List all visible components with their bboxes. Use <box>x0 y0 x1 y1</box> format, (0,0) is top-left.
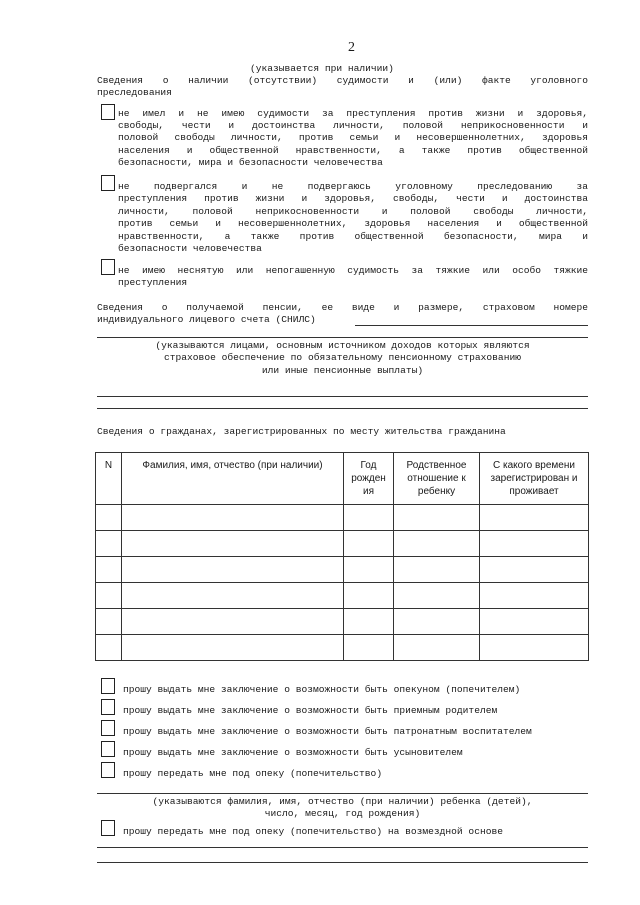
table-cell[interactable] <box>344 557 394 583</box>
criminal-heading-line: преследования <box>97 87 172 99</box>
table-cell[interactable] <box>344 505 394 531</box>
table-cell[interactable] <box>344 609 394 635</box>
pension-note-line: страховое обеспечение по обязательному пенсионному страхованию <box>164 352 521 364</box>
option-line: половой свободы личности, против семьи и несовершеннолетних, здоровья <box>118 132 588 144</box>
table-cell[interactable] <box>480 609 589 635</box>
table-cell[interactable] <box>96 583 122 609</box>
table-cell[interactable] <box>96 505 122 531</box>
table-row <box>96 505 589 531</box>
col-header-number <box>96 453 122 505</box>
checkbox-no-prosecution[interactable] <box>101 175 115 191</box>
pension-note-line: или иные пенсионные выплаты) <box>261 364 424 376</box>
criminal-heading-line: Сведения о наличии (отсутствии) судимости и (или) факте уголовного <box>97 75 588 86</box>
checkbox-no-serious-record[interactable] <box>101 259 115 275</box>
request-guardian-conclusion: прошу выдать мне заключение о возможности быть опекуном (попечителем) <box>123 684 521 695</box>
pension-heading <box>97 302 588 327</box>
criminal-heading <box>97 75 588 100</box>
col-header-line: зарегистрирован и <box>490 473 578 484</box>
request-paid-guardianship: прошу передать мне под опеку (попечительство) на возмездной основе <box>123 826 503 837</box>
option-line: безопасности человечества <box>118 243 262 255</box>
table-cell[interactable] <box>122 609 344 635</box>
request-foster-conclusion: прошу выдать мне заключение о возможности быть приемным родителем <box>123 705 498 716</box>
pension-heading-line: индивидуального лицевого счета (СНИЛС) <box>97 314 316 326</box>
option-line: безопасности, мира и безопасности человечества <box>118 157 383 169</box>
col-header-line: N <box>104 460 113 471</box>
col-header-line: Родственное <box>406 460 467 471</box>
col-header-line: проживает <box>509 486 559 497</box>
col-header-line: ребенку <box>417 486 456 497</box>
col-header-line: Год <box>360 460 377 471</box>
table-cell[interactable] <box>394 635 480 661</box>
option-line: не имел и не имею судимости за преступления против жизни и здоровья, <box>118 108 588 119</box>
checkbox-adopter-conclusion[interactable] <box>101 741 115 757</box>
table-cell[interactable] <box>344 583 394 609</box>
pension-note <box>97 340 588 377</box>
option-line: нравственности, а также против общественной безопасности, мира и <box>118 230 588 242</box>
pension-line-2[interactable] <box>97 396 588 397</box>
table-cell[interactable] <box>122 505 344 531</box>
table-row <box>96 583 589 609</box>
table-cell[interactable] <box>122 583 344 609</box>
checkbox-paid-guardianship[interactable] <box>101 820 115 836</box>
request-patronage-conclusion: прошу выдать мне заключение о возможности быть патронатным воспитателем <box>123 726 532 737</box>
col-header-birth-year <box>344 453 394 505</box>
table-cell[interactable] <box>122 531 344 557</box>
request-adopter-conclusion: прошу выдать мне заключение о возможности быть усыновителем <box>123 747 463 758</box>
child-info-line[interactable] <box>97 793 588 794</box>
table-cell[interactable] <box>394 531 480 557</box>
registered-heading: Сведения о гражданах, зарегистрированных по месту жительства гражданина <box>97 426 506 437</box>
option-line: преступления против жизни и здоровья, свободы, чести и достоинства <box>118 193 588 205</box>
child-note-line: число, месяц, год рождения) <box>264 808 421 820</box>
table-row <box>96 531 589 557</box>
option-line: не имею неснятую или непогашенную судимость за тяжкие или особо тяжкие <box>118 265 588 276</box>
table-cell[interactable] <box>122 557 344 583</box>
checkbox-guardian-conclusion[interactable] <box>101 678 115 694</box>
pension-note-line: (указываются лицами, основным источником доходов которых являются <box>155 340 530 351</box>
table-header-row <box>96 453 589 505</box>
option-line: населения и общественной нравственности, а также против общественной <box>118 144 588 156</box>
table-cell[interactable] <box>394 505 480 531</box>
table-cell[interactable] <box>344 531 394 557</box>
table-cell[interactable] <box>344 635 394 661</box>
child-note-line: (указываются фамилия, имя, отчество (при наличии) ребенка (детей), <box>152 796 533 807</box>
checkbox-no-record[interactable] <box>101 104 115 120</box>
col-header-line: С какого времени <box>493 460 575 471</box>
col-header-since <box>480 453 589 505</box>
pension-line-3[interactable] <box>97 408 588 409</box>
paid-line-2[interactable] <box>97 862 588 863</box>
table-cell[interactable] <box>96 635 122 661</box>
registered-table <box>95 452 589 661</box>
snils-line[interactable] <box>355 325 588 326</box>
table-cell[interactable] <box>394 609 480 635</box>
option-line: преступления <box>118 277 188 289</box>
paid-line-1[interactable] <box>97 847 588 848</box>
child-note <box>97 796 588 821</box>
request-guardianship-transfer: прошу передать мне под опеку (попечительство) <box>123 768 383 779</box>
col-header-line: Фамилия, имя, отчество (при наличии) <box>142 460 323 471</box>
col-header-relation <box>394 453 480 505</box>
table-cell[interactable] <box>96 609 122 635</box>
col-header-name <box>122 453 344 505</box>
table-cell[interactable] <box>480 583 589 609</box>
table-cell[interactable] <box>480 635 589 661</box>
table-cell[interactable] <box>122 635 344 661</box>
option-line: личности, половой неприкосновенности и половой свободы личности, <box>118 205 588 217</box>
option-no-prosecution-text <box>118 181 588 255</box>
table-cell[interactable] <box>394 557 480 583</box>
page-number: 2 <box>348 40 355 55</box>
option-no-record-cont <box>118 120 588 170</box>
col-header-line: ия <box>362 486 374 497</box>
option-line: свободы, чести и достоинства личности, половой неприкосновенности и <box>118 120 588 131</box>
table-cell[interactable] <box>394 583 480 609</box>
table-cell[interactable] <box>96 557 122 583</box>
pension-heading-line: Сведения о получаемой пенсии, ее виде и размере, страховом номере <box>97 302 588 313</box>
table-cell[interactable] <box>480 557 589 583</box>
checkbox-patronage-conclusion[interactable] <box>101 720 115 736</box>
table-row <box>96 609 589 635</box>
table-row <box>96 557 589 583</box>
top-note: (указывается при наличии) <box>250 63 394 74</box>
pension-line-1[interactable] <box>97 337 588 338</box>
col-header-line: рожден <box>351 473 386 484</box>
option-no-serious-record-text <box>118 265 588 290</box>
table-cell[interactable] <box>480 505 589 531</box>
table-cell[interactable] <box>480 531 589 557</box>
option-line: не подвергался и не подвергаюсь уголовному преследованию за <box>118 181 588 192</box>
option-no-record-text <box>118 108 588 120</box>
option-line: против семьи и несовершеннолетних, здоровья населения и общественной <box>118 218 588 230</box>
col-header-line: отношение к <box>407 473 466 484</box>
table-row <box>96 635 589 661</box>
checkbox-foster-conclusion[interactable] <box>101 699 115 715</box>
table-cell[interactable] <box>96 531 122 557</box>
checkbox-guardianship-transfer[interactable] <box>101 762 115 778</box>
